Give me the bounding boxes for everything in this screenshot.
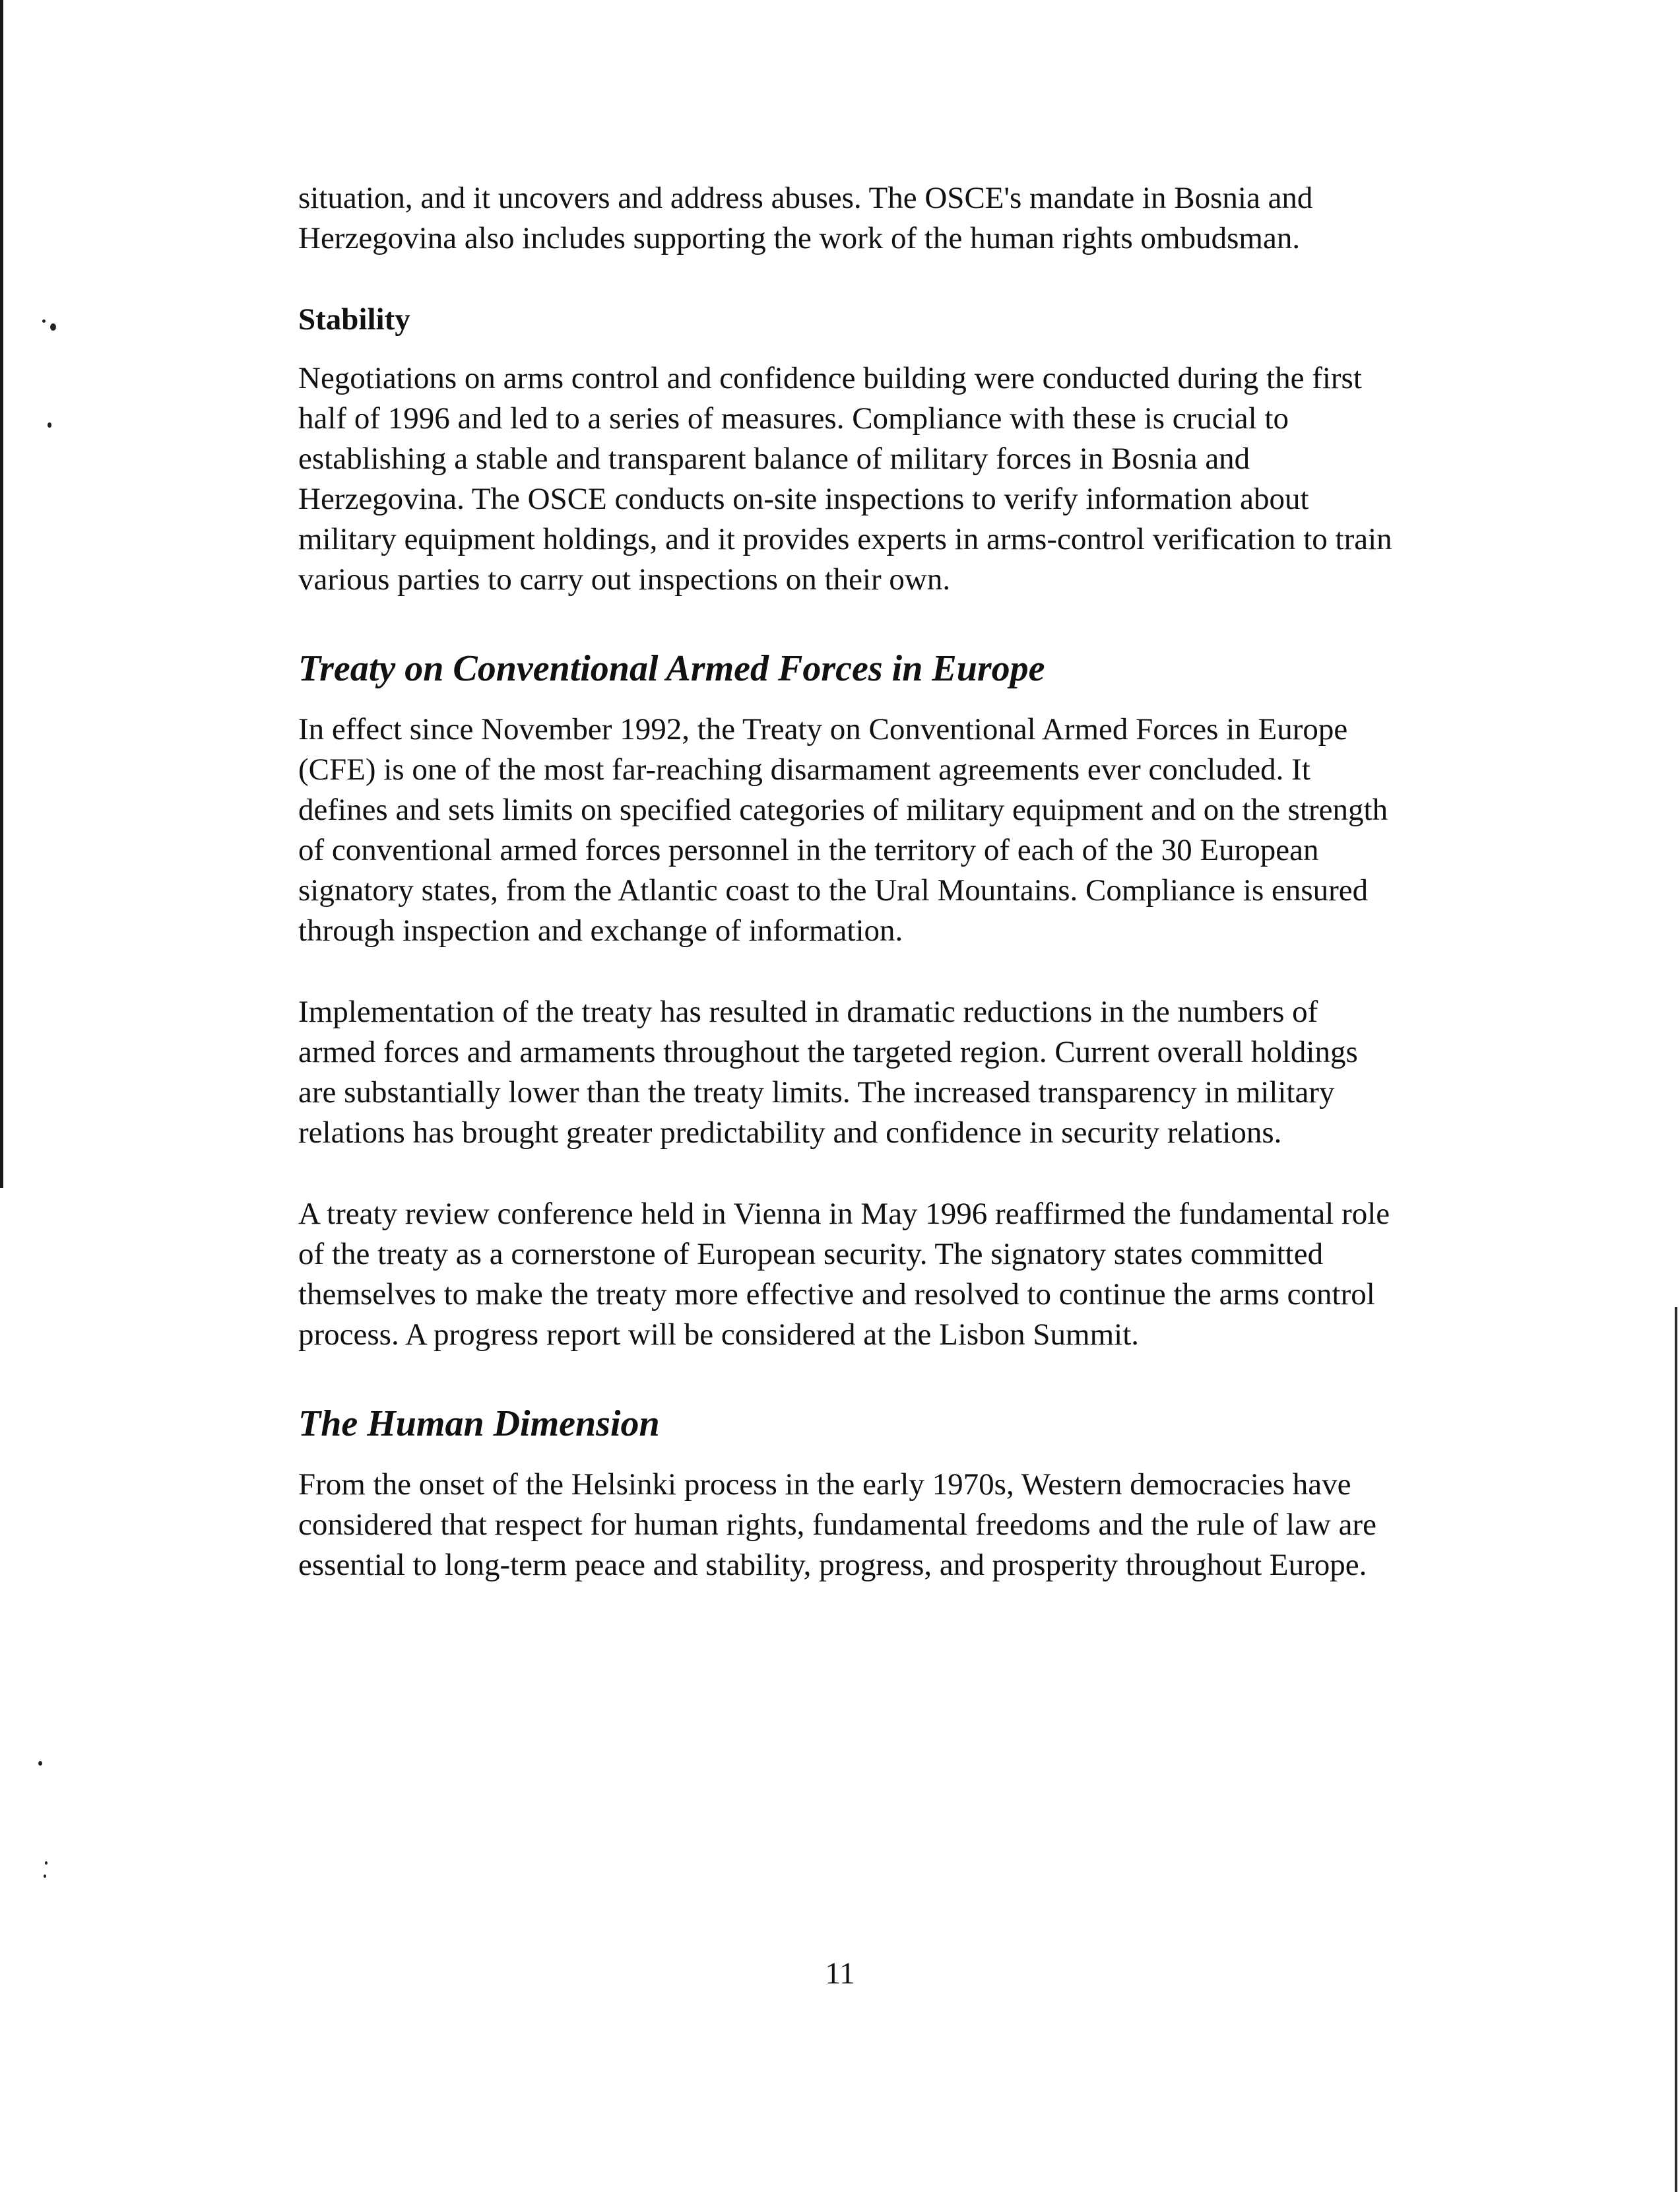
intro-paragraph: situation, and it uncovers and address abuses. The OSCE's mandate in Bosnia and Herzegovina also includes supporting the work of the human rights ombudsman. [298,181,1313,255]
human-dimension-heading: The Human Dimension [298,1403,660,1444]
scan-speck [48,422,51,428]
human-dimension-paragraph: From the onset of the Helsinki process in the early 1970s, Western democracies have considered that respect for human rights, fundamental freedoms and the rule of law are essential to long-term peace and stability, progress, and prosperity throughout Europe. [298,1467,1376,1582]
scan-speck [45,1861,48,1865]
scan-speck [38,1761,42,1766]
cfe-heading: Treaty on Conventional Armed Forces in Europe [298,648,1045,689]
scan-speck [44,1875,46,1878]
cfe-paragraph-2: Implementation of the treaty has resulted in dramatic reductions in the numbers of armed forces and armaments throughout the targeted region. Current overall holdings are substantially lower than the treaty limits. The increased transparency in military relations has brought greater predictability and confidence in security relations. [298,995,1358,1150]
document-body [298,178,1394,1585]
stability-heading: Stability [298,302,410,337]
cfe-paragraph-1: In effect since November 1992, the Treaty on Conventional Armed Forces in Europe (CFE) is one of the most far-reaching disarmament agreements ever concluded. It defines and sets limits on specified categories of military equipment and on the strength of conventional armed forces personnel in the territory of each of the 30 European signatory states, from the Atlantic coast to the Ural Mountains. Compliance is ensured through inspection and exchange of information. [298,712,1388,948]
scan-speck [42,319,46,323]
page-number: 11 [825,1956,855,1991]
stability-paragraph: Negotiations on arms control and confidence building were conducted during the first half of 1996 and led to a series of measures. Compliance with these is crucial to establishing a stable and transparent balance of military forces in Bosnia and Herzegovina. The OSCE conducts on-site inspections to verify information about military equipment holdings, and it provides experts in arms-control verification to train various parties to carry out inspections on their own. [298,361,1392,597]
scan-speck [50,323,56,331]
scan-edge-right [1675,1307,1677,2192]
cfe-paragraph-3: A treaty review conference held in Vienna in May 1996 reaffirmed the fundamental role of the treaty as a cornerstone of European security. The signatory states committed themselves to make the treaty more effective and resolved to continue the arms control process. A progress report will be considered at the Lisbon Summit. [298,1197,1390,1352]
scan-edge-left [0,0,3,1188]
